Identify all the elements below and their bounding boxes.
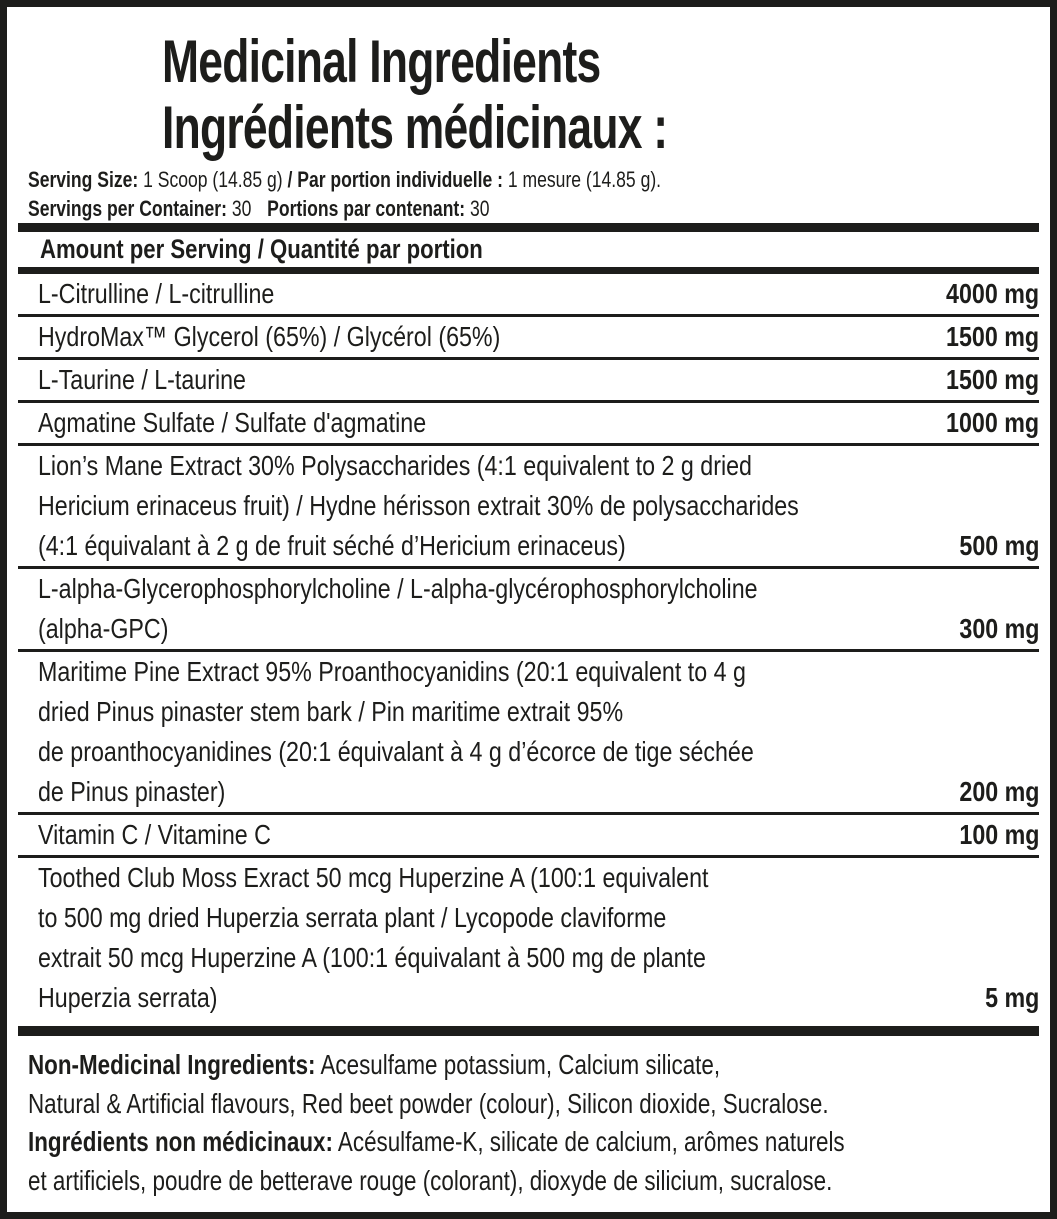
non-medicinal-text-fr-1: Acésulfame-K, silicate de calcium, arômes naturels: [337, 1126, 845, 1157]
ingredient-row-line: [18, 446, 1039, 486]
container-value-fr: 30: [469, 196, 490, 221]
serving-size-line: [28, 165, 1039, 194]
ingredient-row-line: [18, 526, 1039, 566]
title-french: Ingrédients médicinaux :: [162, 94, 668, 161]
ingredient-amount: 1500 mg: [945, 364, 1039, 395]
ingredient-name: Hericium erinaceus fruit) / Hydne hérisson extrait 30% de polysaccharides: [38, 490, 799, 521]
ingredient-name: extrait 50 mcg Huperzine A (100:1 équivalant à 500 mg de plante: [38, 942, 706, 973]
ingredient-row-line: [18, 569, 1039, 609]
ingredient-amount: 4000 mg: [945, 278, 1039, 309]
ingredient-row-line: [18, 938, 1039, 978]
ingredient-row-line: [18, 652, 1039, 692]
ingredient-row-line: [18, 732, 1039, 772]
non-medicinal-section: [28, 1046, 1039, 1200]
divider-bar-header: [18, 267, 1039, 274]
ingredient-name: L-alpha-Glycerophosphorylcholine / L-alpha-glycérophosphorylcholine: [38, 573, 758, 604]
non-medicinal-line: [28, 1123, 1039, 1162]
non-medicinal-label-en: Non-Medicinal Ingredients:: [28, 1049, 316, 1080]
page-title: [31, 29, 1039, 161]
ingredient-amount: 300 mg: [958, 613, 1039, 644]
label-content: [18, 29, 1039, 1200]
divider-bar-top: [18, 223, 1039, 232]
ingredient-rows: [18, 274, 1039, 1018]
ingredient-row-line: [18, 360, 1039, 400]
ingredient-name: de proanthocyanidines (20:1 équivalant à 4 g d’écorce de tige séchée: [38, 736, 754, 767]
table-row: [18, 649, 1039, 812]
ingredient-amount: 500 mg: [958, 530, 1039, 561]
ingredient-name: (4:1 équivalant à 2 g de fruit séché d’Hericium erinaceus): [38, 530, 626, 561]
ingredient-name: Maritime Pine Extract 95% Proanthocyanidins (20:1 equivalent to 4 g: [38, 656, 746, 687]
non-medicinal-text-en-1: Acesulfame potassium, Calcium silicate,: [320, 1049, 721, 1080]
ingredient-name: HydroMax™ Glycerol (65%) / Glycérol (65%): [38, 321, 501, 352]
ingredient-name: dried Pinus pinaster stem bark / Pin maritime extrait 95%: [38, 696, 624, 727]
ingredient-name: (alpha-GPC): [38, 613, 169, 644]
ingredient-row-line: [18, 403, 1039, 443]
table-row: [18, 357, 1039, 400]
serving-size-value-en: 1 Scoop (14.85 g): [143, 167, 283, 192]
ingredient-amount: 100 mg: [958, 819, 1039, 850]
ingredient-row-line: [18, 858, 1039, 898]
divider-bar-footer: [18, 1026, 1039, 1036]
ingredient-amount: 1000 mg: [945, 407, 1039, 438]
ingredient-name: Huperzia serrata): [38, 982, 218, 1013]
ingredient-amount: 5 mg: [984, 982, 1039, 1013]
ingredient-name: de Pinus pinaster): [38, 776, 226, 807]
table-row: [18, 812, 1039, 855]
non-medicinal-line: [28, 1162, 1039, 1201]
ingredient-row-line: [18, 772, 1039, 812]
ingredient-row-line: [18, 978, 1039, 1018]
non-medicinal-text-en-2: Natural & Artificial flavours, Red beet powder (colour), Silicon dioxide, Sucralose.: [28, 1087, 829, 1119]
container-label-fr: Portions par contenant:: [267, 196, 466, 221]
ingredient-amount: 1500 mg: [945, 321, 1039, 352]
table-row: [18, 274, 1039, 314]
non-medicinal-label-fr: Ingrédients non médicinaux:: [28, 1126, 333, 1157]
ingredient-name: L-Taurine / L-taurine: [38, 364, 246, 395]
table-row: [18, 566, 1039, 649]
ingredient-row-line: [18, 609, 1039, 649]
title-english: Medicinal Ingredients: [162, 28, 601, 95]
ingredient-row-line: [18, 274, 1039, 314]
serving-size-value-fr: 1 mesure (14.85 g).: [507, 167, 662, 192]
ingredient-row-line: [18, 898, 1039, 938]
non-medicinal-line: [28, 1085, 1039, 1124]
serving-size-label-fr: / Par portion individuelle :: [287, 167, 504, 192]
serving-info: [28, 165, 1039, 223]
table-row: [18, 400, 1039, 443]
ingredient-name: Agmatine Sulfate / Sulfate d'agmatine: [38, 407, 427, 438]
non-medicinal-text-fr-2: et artificiels, poudre de betterave rouge (colorant), dioxyde de silicium, sucralose.: [28, 1164, 833, 1196]
table-row: [18, 443, 1039, 566]
ingredient-name: to 500 mg dried Huperzia serrata plant / Lycopode claviforme: [38, 902, 667, 933]
servings-per-container-line: [28, 194, 1039, 223]
ingredient-name: Lion’s Mane Extract 30% Polysaccharides (4:1 equivalent to 2 g dried: [38, 450, 752, 481]
table-header: [18, 232, 1039, 267]
table-row: [18, 314, 1039, 357]
non-medicinal-line: [28, 1046, 1039, 1085]
table-row: [18, 855, 1039, 1018]
ingredient-name: Toothed Club Moss Exract 50 mcg Huperzine A (100:1 equivalent: [38, 862, 709, 893]
ingredient-name: Vitamin C / Vitamine C: [38, 819, 271, 850]
container-value-en: 30: [231, 196, 252, 221]
ingredient-amount: 200 mg: [958, 776, 1039, 807]
ingredient-row-line: [18, 317, 1039, 357]
table-header-label: Amount per Serving / Quantité par portion: [40, 234, 483, 264]
serving-size-label-en: Serving Size:: [28, 167, 139, 192]
ingredient-name: L-Citrulline / L-citrulline: [38, 278, 275, 309]
ingredient-row-line: [18, 486, 1039, 526]
container-label-en: Servings per Container:: [28, 196, 227, 221]
ingredient-row-line: [18, 815, 1039, 855]
ingredient-row-line: [18, 692, 1039, 732]
